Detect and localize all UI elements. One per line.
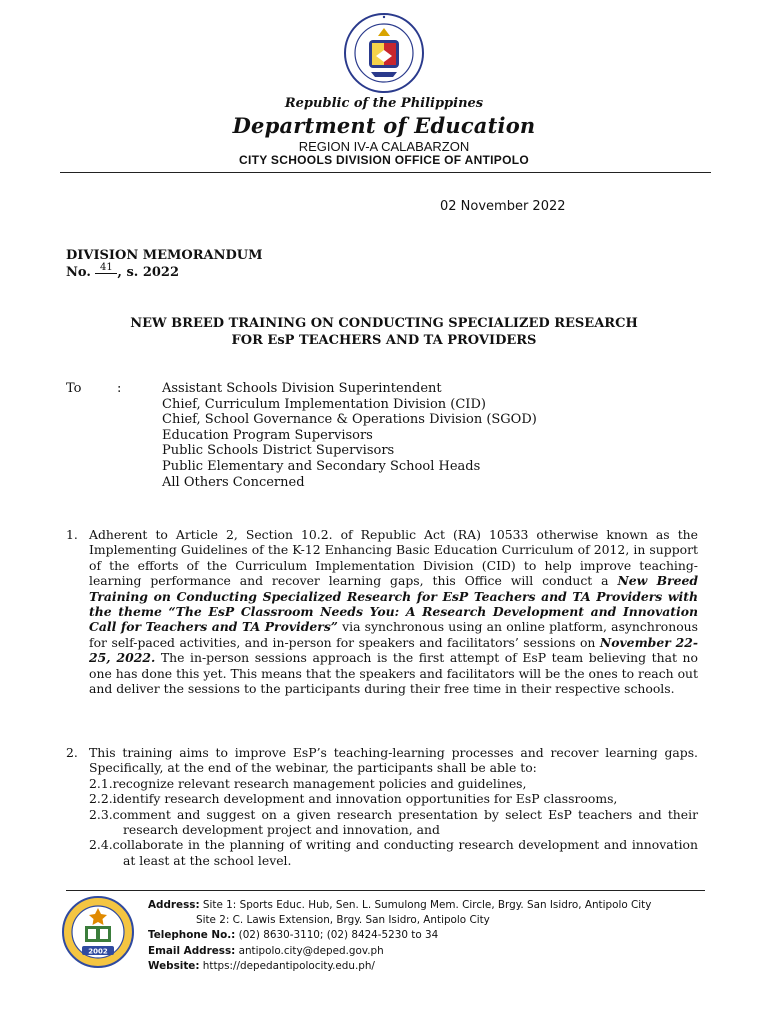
recipient-list	[162, 381, 537, 490]
objective-number: 2.3.	[89, 806, 113, 822]
training-dates: November 22-25, 2022.	[89, 634, 698, 666]
logo-year: 2002	[88, 947, 108, 956]
paragraph-2-intro: This training aims to improve EsP’s teaching-learning processes and recover learning gaps. Specifically, at the end of the webinar, the participants shall be able to:	[89, 745, 698, 776]
subject-line-2: FOR EsP TEACHERS AND TA PROVIDERS	[231, 333, 537, 348]
email-label: Email Address:	[148, 944, 236, 957]
header-divider	[60, 172, 711, 173]
objective-item	[89, 837, 698, 868]
subject-line-1: NEW BREED TRAINING ON CONDUCTING SPECIALIZED RESEARCH	[130, 316, 638, 331]
department-heading: Department of Education	[232, 113, 536, 138]
para1-text-a: Adherent to Article 2, Section 10.2. of Republic Act (RA) 10533 otherwise known as the Implementing Guidelines of the K-12 Enhancing Basic Education Curriculum of 2012, in support of the efforts of the Curriculum Implementation Division (CID) to help improve teaching-learning performance and recover learning gaps, this Office will conduct a	[89, 527, 698, 589]
footer-telephone	[148, 928, 651, 943]
recipient-item: All Others Concerned	[162, 474, 305, 490]
division-office-logo	[62, 896, 134, 968]
recipient-item: Public Elementary and Secondary School Heads	[162, 458, 481, 474]
objective-text: recognize relevant research management policies and guidelines,	[112, 775, 527, 791]
training-title: New Breed Training on Conducting Specialized Research for EsP Teachers and TA Providers with the theme “The EsP Classroom Needs You: A Research Development and Innovation Call for Teachers and TA Providers”	[89, 573, 698, 635]
address-label: Address:	[148, 899, 200, 911]
telephone-value: (02) 8630-3110; (02) 8424-5230 to 34	[235, 929, 439, 942]
to-colon: :	[117, 381, 122, 396]
objective-item	[89, 791, 698, 807]
republic-heading: Republic of the Philippines	[284, 96, 484, 111]
paragraph-2	[66, 745, 698, 868]
memo-type: DIVISION MEMORANDUM	[66, 248, 263, 263]
memo-date: 02 November 2022	[440, 199, 566, 214]
objective-item	[89, 806, 698, 838]
objective-number: 2.1.	[89, 775, 113, 791]
objective-text: identify research development and innovation opportunities for EsP classrooms,	[112, 791, 618, 807]
objective-number: 2.2.	[89, 791, 113, 807]
telephone-label: Telephone No.:	[148, 929, 236, 942]
memo-number-value: 41	[95, 263, 117, 274]
footer-divider	[66, 890, 705, 891]
objective-text: collaborate in the planning of writing and conducting research development and innovation at least at the school level.	[112, 837, 698, 868]
memo-subject	[0, 315, 768, 349]
address-site-1: Site 1: Sports Educ. Hub, Sen. L. Sumulong Mem. Circle, Brgy. San Isidro, Antipolo City	[199, 899, 652, 911]
recipient-item: Chief, Curriculum Implementation Division (CID)	[162, 396, 486, 412]
memo-number	[66, 262, 179, 280]
website-link[interactable]: https://depedantipolocity.edu.ph/	[199, 959, 375, 972]
website-label: Website:	[148, 959, 200, 972]
objective-text: comment and suggest on a given research presentation by select EsP teachers and their research development project and innovation, and	[112, 806, 698, 838]
recipient-item: Assistant Schools Division Superintendent	[162, 381, 442, 396]
paragraph-number: 1.	[66, 527, 78, 542]
paragraph-1	[66, 527, 698, 696]
division-heading: CITY SCHOOLS DIVISION OFFICE OF ANTIPOLO	[238, 153, 529, 167]
paragraph-1-text	[89, 527, 698, 696]
region-heading: REGION IV-A CALABARZON	[298, 139, 470, 154]
footer-website	[148, 959, 651, 974]
recipient-item: Chief, School Governance & Operations Division (SGOD)	[162, 412, 537, 428]
memo-number-suffix: , s. 2022	[117, 265, 179, 280]
objective-item	[89, 775, 698, 791]
para1-text-e: The in-person sessions approach is the first attempt of EsP team believing that no one has done this yet. This means that the speakers and facilitators will be the ones to reach out and deliver the sessions to the participants during their free time in their respective schools.	[89, 650, 698, 697]
footer-address-line-1	[148, 898, 651, 913]
recipient-item: Public Schools District Supervisors	[162, 443, 395, 459]
recipient-item: Education Program Supervisors	[162, 427, 373, 443]
paragraph-number: 2.	[66, 745, 78, 760]
memo-number-prefix: No.	[66, 265, 96, 280]
footer-address-line-2: Site 2: C. Lawis Extension, Brgy. San Isidro, Antipolo City	[196, 914, 490, 927]
objective-number: 2.4.	[89, 837, 113, 853]
to-label: To	[66, 381, 82, 396]
footer-contact	[148, 898, 651, 974]
email-value[interactable]: antipolo.city@deped.gov.ph	[235, 944, 384, 957]
footer-email	[148, 944, 651, 959]
deped-seal-logo	[343, 12, 425, 94]
para1-text-c: via synchronous using an online platform, asynchronous for self-paced activities, and in-person for speakers and facilitators’ sessions on	[89, 619, 698, 650]
